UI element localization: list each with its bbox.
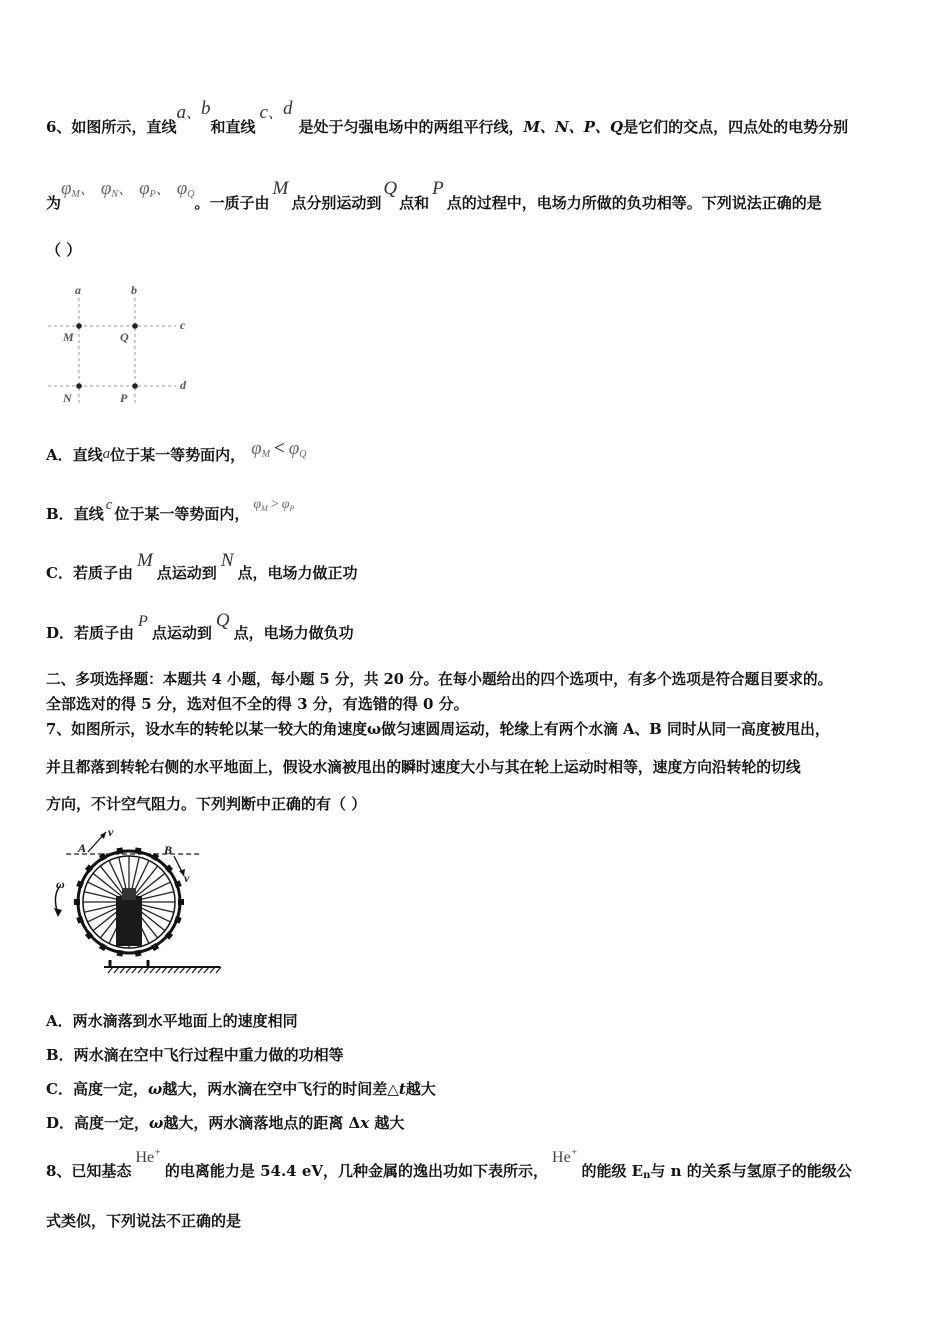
var-m: M xyxy=(272,178,289,199)
q7-line2: 并且都落到转轮右侧的水平地面上，假设水滴被甩出的瞬时速度大小与其在轮上运动时相等，速度方向沿转轮的切线 xyxy=(46,759,801,776)
section2-heading-line1: 二、多项选择题：本题共 4 小题，每小题 5 分，共 20 分。在每小题给出的四个选项中，有多个选项是符合题目要求的。 xyxy=(46,671,833,688)
q6-text-1: 6、如图所示，直线 xyxy=(46,118,177,136)
q6-answer-paren: （ ） xyxy=(46,241,82,259)
q7-option-b[interactable]: B．两水滴在空中飞行过程中重力做的功相等 xyxy=(46,1046,344,1064)
q6-text-5: 为 xyxy=(46,194,62,212)
phi-relation: $\varphi_M > \varphi_P$ xyxy=(253,497,295,513)
var-q: Q xyxy=(383,178,398,199)
phi-relation: $\varphi_M < \varphi_Q$ xyxy=(251,438,307,460)
label-c: c xyxy=(180,318,186,332)
q7-option-a[interactable]: A．两水滴落到水平地面上的速度相同 xyxy=(46,1012,298,1030)
q6-grid-figure xyxy=(44,284,204,414)
label-v1: v xyxy=(108,826,114,839)
q7-line3: 方向，不计空气阻力。下列判断中正确的有（ ） xyxy=(46,795,367,813)
q6-text-8: 点和 xyxy=(399,194,430,212)
var-d: d xyxy=(282,98,293,119)
label-p: P xyxy=(120,391,128,405)
label-b: B xyxy=(164,843,173,857)
point-m xyxy=(76,323,82,329)
q6-option-a[interactable]: A．直线a位于某一等势面内， $\varphi_M < \varphi_Q$ xyxy=(46,438,307,464)
he-ion: He+ xyxy=(135,1147,161,1166)
label-b: b xyxy=(131,284,137,297)
label-a: A xyxy=(78,841,87,855)
sep: 、 xyxy=(267,106,283,122)
var-a: a xyxy=(176,102,186,123)
q8-line1: 8、已知基态He+的电离能力是 54.4 eV，几种金属的逸出功如下表所示，He+的能级 En与 n 的关系与氢原子的能级公 xyxy=(46,1147,852,1181)
var-c: c xyxy=(259,102,268,123)
q6-text-2: 和直线 xyxy=(210,118,256,136)
wheel-hub xyxy=(116,896,142,946)
label-d: d xyxy=(180,378,186,392)
q6-option-d[interactable]: D．若质子由P点运动到Q点，电场力做负功 xyxy=(46,610,354,642)
phi-q: $\varphi_Q$ xyxy=(176,178,195,200)
label-n: N xyxy=(63,391,72,405)
q6-option-c[interactable]: C．若质子由M点运动到N点，电场力做正功 xyxy=(46,550,358,582)
q6-text-3: 是处于匀强电场中的两组平行线， xyxy=(298,118,524,136)
q6-text-7: 点分别运动到 xyxy=(291,194,382,212)
phi-n: $\varphi_N$ xyxy=(100,178,119,200)
section2-heading-line2: 全部选对的得 5 分，选对但不全的得 3 分，有选错的得 0 分。 xyxy=(46,695,469,713)
label-m: M xyxy=(63,330,74,344)
q6-line1 xyxy=(46,98,849,142)
he-ion: He+ xyxy=(552,1147,578,1166)
q7-waterwheel-figure xyxy=(44,826,224,974)
point-p xyxy=(132,383,138,389)
q6-text-9: 点的过程中，电场力所做的负功相等。下列说法正确的是 xyxy=(446,194,822,212)
q8-line2: 式类似，下列说法不正确的是 xyxy=(46,1212,242,1230)
q7-option-c[interactable]: C．高度一定，ω越大，两水滴在空中飞行的时间差△t越大 xyxy=(46,1080,436,1098)
q7-line1: 7、如图所示，设水车的转轮以某一较大的角速度ω做匀速圆周运动，轮缘上有两个水滴 A、B 同时从同一高度被甩出， xyxy=(46,721,830,738)
sep: 、 xyxy=(185,106,201,122)
point-q xyxy=(132,323,138,329)
q7-option-d[interactable]: D．高度一定，ω越大，两水滴落地点的距离 Δx 越大 xyxy=(46,1114,405,1132)
q6-line2: 为$\varphi_M$、 $\varphi_N$、 $\varphi_P$、 $\varphi_Q$。一质子由M点分别运动到Q点和P点的过程中，电场力所做的负功相等。下列说法正确的是 xyxy=(46,178,822,212)
phi-p: $\varphi_P$ xyxy=(139,178,156,200)
label-omega: ω xyxy=(56,877,65,891)
q6-text-6: 一质子由 xyxy=(209,194,270,212)
label-q: Q xyxy=(120,330,129,344)
q6-points: M、N、P、Q xyxy=(523,118,624,136)
phi-m: $\varphi_M$ xyxy=(61,178,80,200)
var-p: P xyxy=(432,178,444,199)
label-v2: v xyxy=(184,871,190,885)
q6-text-4: 是它们的交点，四点处的电势分别 xyxy=(623,118,849,136)
q6-option-b[interactable]: B．直线 c 位于某一等势面内，$\varphi_M > \varphi_P$ xyxy=(46,497,295,523)
var-b: b xyxy=(200,98,211,119)
label-a: a xyxy=(75,284,81,297)
point-n xyxy=(76,383,82,389)
